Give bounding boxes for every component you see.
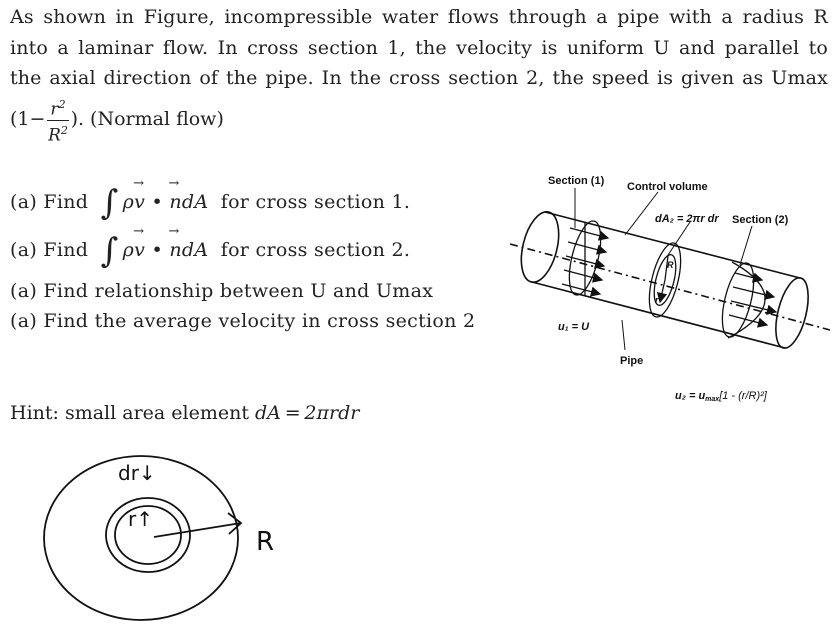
normal-vector: → n bbox=[169, 239, 182, 261]
question-1 bbox=[10, 183, 411, 223]
velocity-profile-formula bbox=[10, 95, 224, 145]
section-2-label: Section (2) bbox=[732, 214, 789, 226]
section-2-profile bbox=[716, 260, 776, 340]
rho-symbol: ρ bbox=[122, 239, 135, 261]
problem-line-2: into a laminar flow. In cross section 1, the velocity is uniform U and parallel to bbox=[10, 36, 828, 59]
control-volume-label: Control volume bbox=[627, 181, 708, 193]
hint-formula: dA = 2πrdr bbox=[255, 402, 360, 424]
question-2 bbox=[10, 231, 411, 271]
integral-sign: ∫ bbox=[100, 183, 119, 223]
r-over-R-squared-fraction bbox=[47, 95, 68, 145]
formula-denominator-exponent: 2 bbox=[60, 123, 68, 137]
formula-prefix: (1− bbox=[10, 108, 46, 131]
question-4: (a) Find the average velocity in cross section 2 bbox=[10, 310, 476, 332]
rho-symbol: ρ bbox=[122, 191, 135, 213]
dA2-label: dA₂ = 2πr dr bbox=[655, 213, 719, 225]
pipe-label: Pipe bbox=[620, 355, 644, 367]
R-label: R bbox=[667, 260, 674, 270]
problem-line-3: the axial direction of the pipe. In the cross section 2, the speed is given as Umax bbox=[10, 67, 828, 89]
formula-denominator: R bbox=[48, 125, 61, 146]
area-element: dA bbox=[181, 239, 209, 261]
velocity-vector: → v bbox=[134, 239, 145, 261]
control-volume-ring bbox=[643, 240, 687, 320]
section-1-profile bbox=[562, 218, 608, 298]
pipe-flow-figure bbox=[500, 160, 833, 430]
cross-section-sketch bbox=[36, 438, 336, 638]
sketch-labels bbox=[118, 461, 274, 557]
velocity-vector: → v bbox=[134, 191, 145, 213]
question-1-tail: for cross section 1. bbox=[220, 191, 411, 213]
problem-statement bbox=[10, 2, 828, 94]
r-label: r bbox=[655, 295, 659, 305]
section-1-label: Section (1) bbox=[548, 175, 605, 187]
integral-sign: ∫ bbox=[100, 231, 119, 271]
dot-product: • bbox=[151, 239, 164, 261]
question-2-tail: for cross section 2. bbox=[220, 239, 411, 261]
area-element: dA bbox=[181, 191, 209, 213]
question-2-label: (a) Find bbox=[10, 239, 89, 261]
hint bbox=[10, 402, 359, 424]
figure-labels bbox=[548, 175, 789, 403]
question-1-label: (a) Find bbox=[10, 191, 89, 213]
R-label: R bbox=[256, 527, 275, 557]
formula-numerator: r bbox=[50, 99, 59, 120]
dr-label: dr↓ bbox=[118, 461, 156, 485]
u1-label: u₁ = U bbox=[558, 321, 590, 333]
problem-line-1: As shown in Figure, incompressible water flows through a pipe with a radius R bbox=[10, 6, 828, 28]
formula-suffix: ). (Normal flow) bbox=[70, 108, 224, 131]
R-radius-line bbox=[154, 523, 241, 537]
question-3: (a) Find relationship between U and Umax bbox=[10, 280, 434, 302]
r-label: r↑ bbox=[128, 507, 153, 531]
u2-label: u₂ = umax[1 - (r/R)²] bbox=[675, 390, 767, 403]
normal-vector: → n bbox=[169, 191, 182, 213]
hint-prefix: Hint: small area element bbox=[10, 402, 256, 424]
formula-numerator-exponent: 2 bbox=[58, 98, 66, 111]
dot-product: • bbox=[151, 191, 164, 213]
